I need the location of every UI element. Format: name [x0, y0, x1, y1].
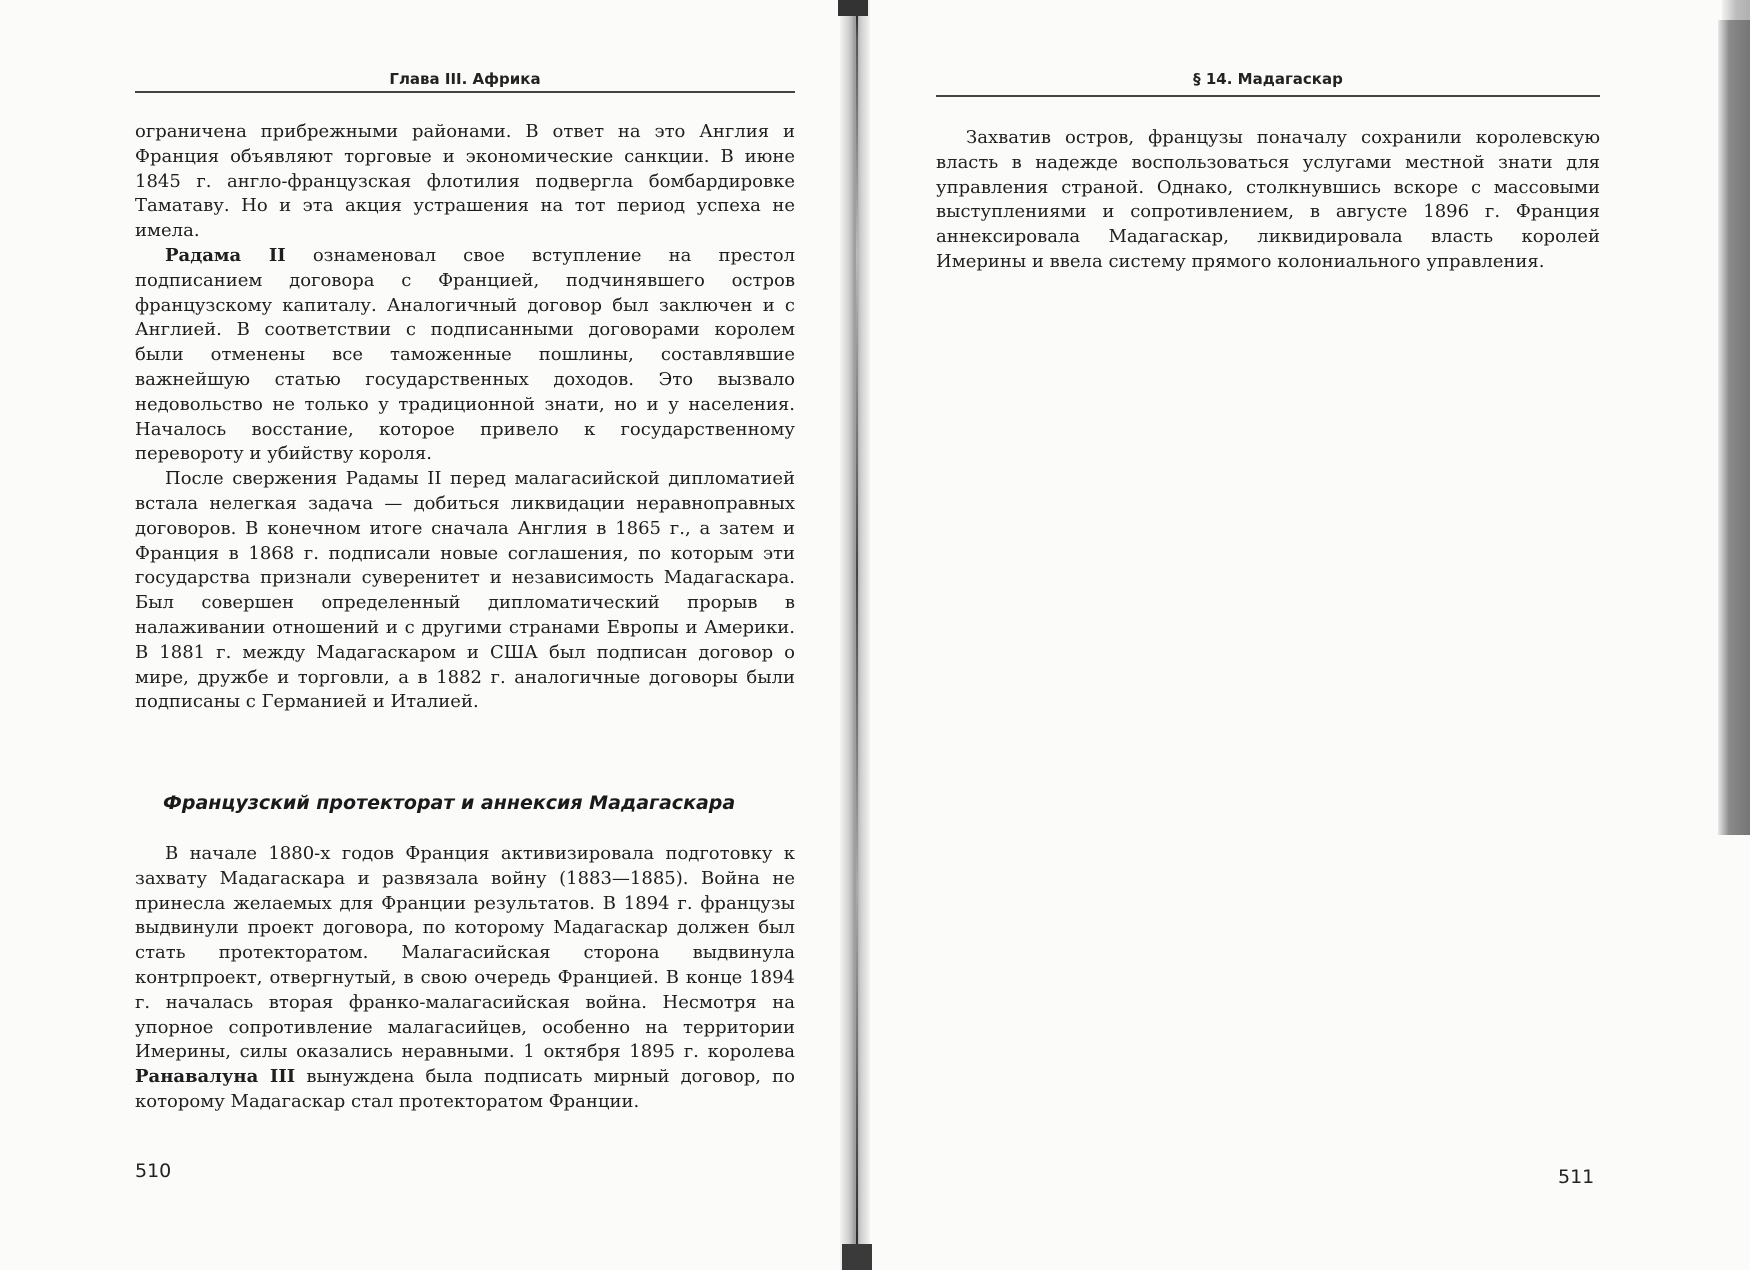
- left-page: [0, 0, 855, 1270]
- running-head-left: Глава III. Африка: [389, 70, 541, 88]
- page-number-left: 510: [135, 1160, 172, 1182]
- bold-name: Радама II: [165, 244, 286, 266]
- book-spine-shadow: [840, 0, 870, 1270]
- paragraph: Радама II ознаменовал свое вступление на престол подписанием договора с Францией, подчинявшего остров французскому капиталу. Аналогичный договор был заключен и с Англией. В соответствии с подписанными договорами королем были отменены все таможенные пошлины, составлявшие важнейшую статью государственных доходов. Это вызвало недовольство не только у традиционной знати, но и у населения. Началось восстание, которое привело к государственному перевороту и убийству короля.: [135, 244, 795, 465]
- section-heading: Французский протекторат и аннексия Мадагаскара: [163, 792, 736, 814]
- bold-name: Ранавалуна III: [135, 1066, 296, 1088]
- paragraph: В начале 1880-х годов Франция активизировала подготовку к захвату Мадагаскара и развязала войну (1883—1885). Война не принесла желаемых для Франции результатов. В 1894 г. французы выдвинули проект договора, по которому Мадагаскар должен был стать протекторатом. Малагасийская сторона выдвинула контрпроект, отвергнутый, в свою очередь Францией. В конце 1894 г. началась вторая франко-малагасийская война. Несмотря на упорное сопротивление малагасийцев, особенно на территории Имерины, силы оказались неравными. 1 октября 1895 г. королева Ранавалуна III вынуждена была подписать мирный договор, по которому Мадагаскар стал протекторатом Франции.: [135, 843, 795, 1112]
- right-body-text: [936, 126, 1600, 275]
- page-edge-shadow: [1718, 20, 1750, 835]
- paragraph: ограничена прибрежными районами. В ответ на это Англия и Франция объявляют торговые и экономические санкции. В июне 1845 г. англо-французская флотилия подвергла бомбардировке Таматаву. Но и эта акция устрашения на тот период успеха не имела.: [135, 121, 795, 242]
- left-section-text: [135, 842, 795, 1115]
- right-page: [860, 0, 1750, 1270]
- paragraph: Захватив остров, французы поначалу сохранили королевскую власть в надежде воспользоваться услугами местной знати для управления страной. Однако, столкнувшись вскоре с массовыми выступлениями и сопротивлением, в августе 1896 г. Франция аннексировала Мадагаскар, ликвидировала власть королей Имерины и ввела систему прямого колониального управления.: [936, 127, 1600, 272]
- spine-clip-bottom: [842, 1244, 872, 1270]
- spine-clip-top: [838, 0, 868, 16]
- page-number-right: 511: [1558, 1166, 1595, 1188]
- running-head-right: § 14. Мадагаскар: [1193, 70, 1343, 88]
- left-body-text: [135, 120, 795, 715]
- book-spine-line: [856, 0, 858, 1270]
- head-rule-left: [135, 91, 795, 93]
- paragraph: После свержения Радамы II перед малагасийской дипломатией встала нелегкая задача — добиться ликвидации неравноправных договоров. В конечном итоге сначала Англия в 1865 г., а затем и Франция в 1868 г. подписали новые соглашения, по которым эти государства признали суверенитет и независимость Мадагаскара. Был совершен определенный дипломатический прорыв в налаживании отношений и с другими странами Европы и Америки. В 1881 г. между Мадагаскаром и США был подписан договор о мире, дружбе и торговли, а в 1882 г. аналогичные договоры были подписаны с Германией и Италией.: [135, 468, 795, 713]
- head-rule-right: [936, 95, 1600, 97]
